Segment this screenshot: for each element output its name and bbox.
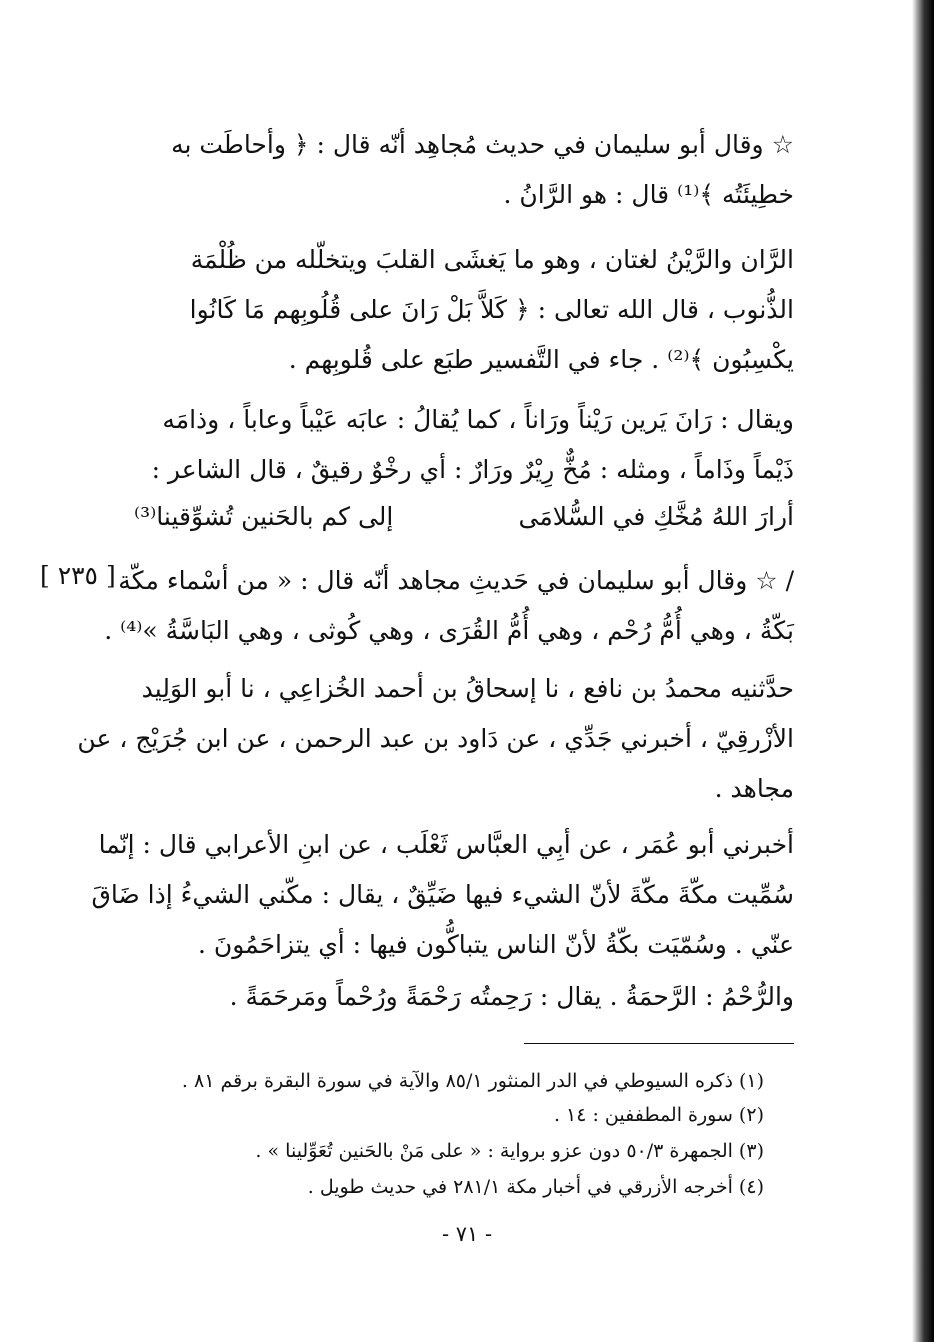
footnote-separator (524, 1043, 794, 1044)
text-line: حدَّثنيه محمدُ بن نافع ، نا إسحاقُ بن أحمد الخُزاعِي ، نا أبو الوَلِيد (141, 674, 794, 703)
paragraph-4 (104, 556, 794, 656)
text-line: أخبرني أبو عُمَر ، عن أبِي العبَّاس ثَعْلَب ، عن ابنِ الأعرابي قال : إنّما (98, 830, 794, 859)
footnote-3: (٣) الجمهرة ٥٠/٣ دون عزو برواية : « على مَنْ بالحَنين تُعَوِّلينا » . (255, 1140, 764, 1162)
paragraph-5 (77, 664, 794, 814)
footnote-2: (٢) سورة المطففين : ١٤ . (553, 1104, 764, 1126)
verse-second-hemistich: إلى كم بالحَنين تُشوِّقينا⁽³⁾ (134, 502, 394, 531)
poetry-verse (134, 492, 794, 542)
text-line: بَكّةُ ، وهي أُمُّ رُحْم ، وهي أُمُّ القُرَى ، وهي كُوثى ، وهي البَاسَّةُ »⁽⁴⁾ . (104, 616, 794, 645)
text-line: الأزْرقِيّ ، أخبرني جَدِّي ، عن دَاود بن عبد الرحمن ، عن ابن جُرَيْج ، عن (77, 724, 794, 753)
text-line: الرَّان والرَّيْنُ لغتان ، وهو ما يَغشَى القلبَ ويتخلّله من ظُلْمَة (190, 245, 794, 274)
paragraph-3 (134, 395, 794, 495)
text-line: ذَيْماً وذَاماً ، ومثله : مُخٌّ رِيْرٌ ورَارٌ : أي رخْوٌ رقيقٌ ، قال الشاعر : (151, 455, 794, 484)
text-line: سُمِّيت مكّةَ مكّةَ لأنّ الشيء فيها ضَيِّقٌ ، يقال : مكّني الشيءُ إذا ضَاقَ (91, 880, 794, 909)
page-edge-shadow (912, 0, 934, 1342)
text-line: ☆ وقال أبو سليمان في حديث مُجاهِد أنّه قال : ﴿ وأحاطَت به (171, 130, 794, 159)
text-line: الذُّنوب ، قال الله تعالى : ﴿ كَلاَّ بَلْ رَانَ على قُلُوبِهم مَا كَانُوا (189, 295, 794, 324)
text-line: مجاهد . (714, 774, 794, 803)
text-line: يكْسِبُون ﴾⁽²⁾ . جاء في التَّفسير طبَع على قُلوبِهم . (288, 345, 794, 374)
paragraph-7 (134, 972, 794, 1022)
margin-page-reference: [ ٢٣٥ ] (40, 561, 116, 590)
text-line: / ☆ وقال أبو سليمان في حَديثِ مجاهد أنّه قال : « من أسْماء مكّة (118, 566, 794, 595)
text-line: خطِيئَتُه ﴾⁽¹⁾ قال : هو الرَّانُ . (503, 180, 794, 209)
page-number: - ٧١ - (441, 1222, 493, 1246)
footnote-1: (١) ذكره السيوطي في الدر المنثور ٨٥/١ والآية في سورة البقرة برقم ٨١ . (181, 1070, 764, 1092)
text-line: والرُّحْمُ : الرَّحمَةُ . يقال : رَحِمتُه رَحْمَةً ورُحْماً ومَرحَمَةً . (229, 982, 794, 1011)
verse-first-hemistich: أرارَ اللهُ مُخَّكِ في السُّلامَى (518, 502, 794, 531)
paragraph-1 (134, 120, 794, 220)
text-line: عنّي . وسُمّيَت بكّةُ لأنّ الناس يتباكُّون فيها : أي يتزاحَمُونَ . (197, 930, 794, 959)
footnote-4: (٤) أخرجه الأزرقي في أخبار مكة ٢٨١/١ في حديث طويل . (307, 1176, 764, 1198)
paragraph-6 (91, 820, 794, 970)
text-line: ويقال : رَانَ يَرين رَيْناً ورَاناً ، كما يُقالُ : عابَه عَيْباً وعاباً ، وذامَه (162, 405, 794, 434)
paragraph-2 (134, 235, 794, 385)
